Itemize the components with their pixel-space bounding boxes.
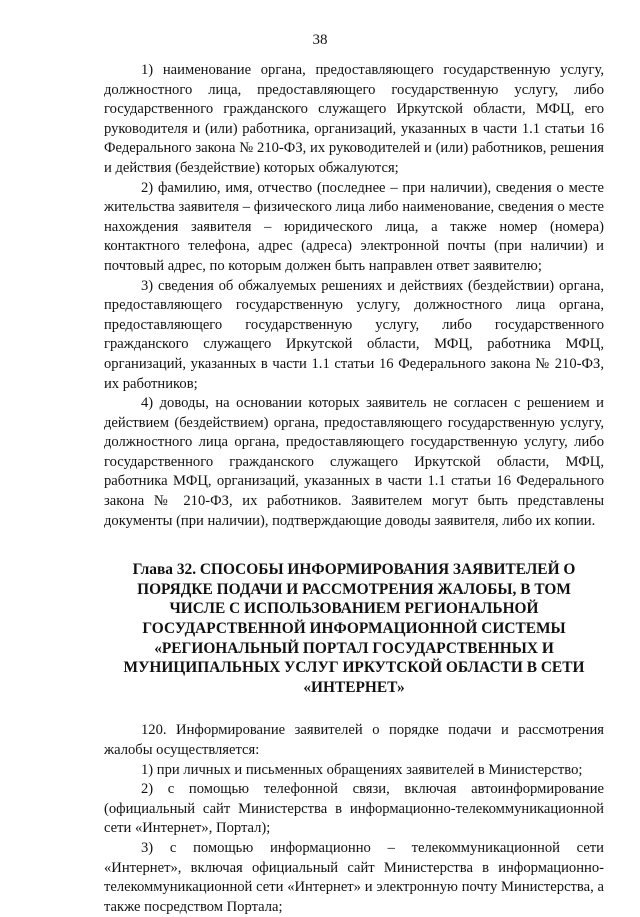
chapter-heading: Глава 32. СПОСОБЫ ИНФОРМИРОВАНИЯ ЗАЯВИТЕЛЕЙ О ПОРЯДКЕ ПОДАЧИ И РАССМОТРЕНИЯ ЖАЛОБЫ, В ТОМ ЧИСЛЕ С ИСПОЛЬЗОВАНИЕМ РЕГИОНАЛЬНОЙ ГОСУДАРСТВЕННОЙ ИНФОРМАЦИОННОЙ СИСТЕМЫ «РЕГИОНАЛЬНЫЙ ПОРТАЛ ГОСУДАРСТВЕННЫХ И МУНИЦИПАЛЬНЫХ УСЛУГ ИРКУТСКОЙ ОБЛАСТИ В СЕТИ «ИНТЕРНЕТ» [123,561,585,696]
page-number: 38 [312,32,328,48]
paragraph-item-1: 1) наименование органа, предоставляющего государственную услугу, должностного лица, предоставляющего государственную услугу, либо государственного гражданского служащего Иркутской области, МФЦ, его руководителя и (или) работника, организаций, указанных в части 1.1 статьи 16 Федерального закона № 210-ФЗ, их руководителей и (или) работников, решения и действия (бездействие) которых обжалуются; [104,62,604,176]
paragraph-120-item-2: 2) с помощью телефонной связи, включая автоинформирование (официальный сайт Министерства в информационно-телекоммуникационной сети «Интернет», Портал); [104,781,604,837]
paragraph-120-item-3: 3) с помощью информационно – телекоммуникационной сети «Интернет», включая официальный сайт Министерства в информационно-телекоммуникационной сети «Интернет» и электронную почту Министерства, а также посредством Портала; [104,839,604,915]
paragraph-item-3: 3) сведения об обжалуемых решениях и действиях (бездействии) органа, предоставляющего государственную услугу, должностного лица органа, предоставляющего государственную услугу, либо государственного гражданского служащего Иркутской области, МФЦ, работника МФЦ, организаций, указанных в части 1.1 статьи 16 Федерального закона № 210-ФЗ, их работников; [104,277,604,392]
paragraph-item-4: 4) доводы, на основании которых заявитель не согласен с решением и действием (бездействием) органа, предоставляющего государственную услугу, должностного лица органа, предоставляющего государственную услугу, либо государственного гражданского служащего Иркутской области, МФЦ, работника МФЦ, организаций, указанных в части 1.1 статьи 16 Федерального закона № 210-ФЗ, их работников. Заявителем могут быть представлены документы (при наличии), подтверждающие доводы заявителя, либо их копии. [104,395,604,529]
paragraph-item-2: 2) фамилию, имя, отчество (последнее – при наличии), сведения о месте жительства заявителя – физического лица либо наименование, сведения о месте нахождения заявителя – юридического лица, а также номер (номера) контактного телефона, адрес (адреса) электронной почты (при наличии) и почтовый адрес, по которым должен быть направлен ответ заявителю; [104,179,604,274]
document-body [104,61,604,917]
paragraph-120-item-1: 1) при личных и письменных обращениях заявителей в Министерство; [141,761,583,778]
paragraph-120: 120. Информирование заявителей о порядке подачи и рассмотрения жалобы осуществляется: [104,722,604,758]
section-spacer [104,697,604,721]
